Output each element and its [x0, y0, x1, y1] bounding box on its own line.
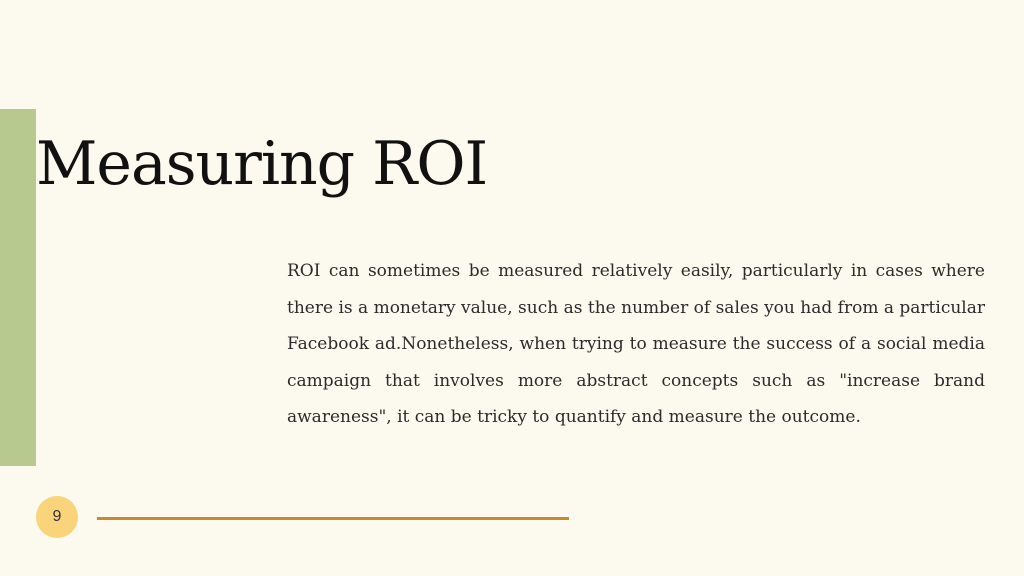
accent-bar [0, 109, 36, 466]
page-number-badge: 9 [36, 496, 78, 538]
slide-title: Measuring ROI [36, 129, 488, 199]
footer-divider [97, 517, 569, 520]
slide-body-text: ROI can sometimes be measured relatively easily, particularly in cases where there is a monetary value, such as the number of sales you had from a particular Facebook ad.Nonetheless, when trying to measure the success of a social media campaign that involves more abstract concepts such as "increase brand awareness", it can be tricky to quantify and measure the outcome. [287, 261, 985, 427]
